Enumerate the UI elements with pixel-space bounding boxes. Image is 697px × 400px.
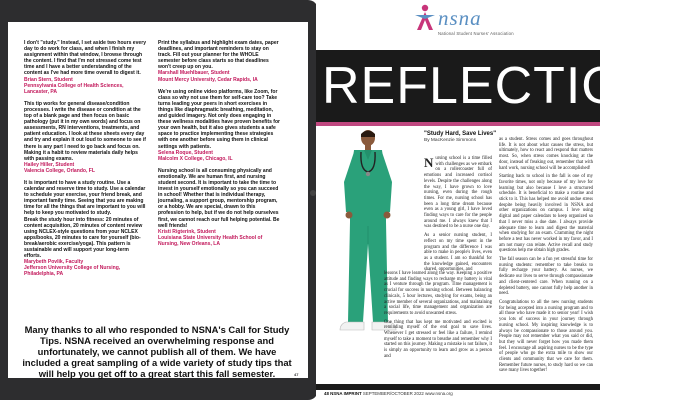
tip-entry: We're using online video platforms, like Zoom, for class so why not use them for self-care too? Take turns leading your peers in short exercises in things like diaphragmatic breathing, meditation, and guided imagery. Not only does engaging in these wellness modalities have proven benefits for your own health, but it also gives students a safe space to practice implementing these strategies with one another before using them in clinical settings with patients. Selena Roque, Student Malcolm X College, Chicago, IL: [158, 88, 281, 162]
tablet-screen: [8, 22, 308, 378]
article-paragraph: The fall season can be a fun yet stressful time for nursing students: remember to take breaks to fully recharge your battery. As nurses, we dedicate our lives to serve through compassionate and client-centered care. When running on a depleted battery, one cannot fully help another in need.: [499, 257, 593, 297]
article-title: "Study Hard, Save Lives": [424, 131, 497, 137]
tips-intro-heading: Many thanks to all who responded to NSNA's Call for Study Tips. NSNA received an overwhelming response and unfortunately, we cannot publish all of them. We have included a great sampling of a wide variety of study tips that will help you get off to a great start this fall semester.: [22, 324, 292, 379]
tip-signature: Marybeth Povlik, Faculty Jefferson University College of Nursing, Philadelphia, PA: [24, 259, 121, 278]
page-footer: [316, 384, 600, 400]
banner-title: REFLECTIONS: [322, 57, 697, 115]
footer-bar: [316, 384, 600, 390]
article-paragraph: Starting back to school in the fall is one of my favorite times, not only because of my love for learning but also because I love a structured schedule. It is beneficial to make a routine and stick to it. This has helped me avoid undue stress despite being heavily involved in NSNA and other organizations on campus. I love using digital and paper calendars to keep organized so that I never miss a due date. I always provide adequate time to learn and digest the material when studying for an exam. Cramming the night before a test has never worked in my favor, and I am not many can relate. Active recall and study questions help me obtain high grades.: [499, 174, 593, 254]
article-paragraph: Nursing school is a time filled with challenges as we embark on a rollercoaster full of emotions and increased cortisol levels. Despite the challenges along the way, I have grown to love nursing, even during the rough times. For me, nursing school has been a long time dream because even as a young girl, I have loved finding ways to care for the people around me. I always knew that I was destined to be a nurse one day.: [424, 155, 492, 230]
tip-signature: Kristi Rigterink, Student Louisiana State University Health School of Nursing, New Orleans, LA: [158, 228, 263, 247]
tip-signature: Selena Roque, Student Malcolm X College, Chicago, IL: [158, 149, 233, 162]
footer-page-number: 48: [324, 391, 329, 396]
tip-signature: Brian Stern, Student Pennsylvania College of Health Sciences, Lancaster, PA: [24, 76, 124, 95]
footer-issue: SEPTEMBER/OCTOBER 2022: [362, 391, 424, 396]
article-paragraph: Congratulations to all the new nursing students for being accepted into a nursing program and to all those who have made it to senior year! I wish you lots of success in your journey through nursing school. My inspiring knowledge is to always be compassionate to those around you. People may not remember what you said or did, but they will never forget how you made them feel. I encourage all aspiring nurses to be the type of people who go the extra mile to show our clients and community that we care for them. Remember future nurses, to study hard so we can save many lives together!: [499, 299, 593, 374]
footer-text: [324, 391, 453, 396]
tablet-frame: [0, 0, 318, 400]
tips-column-right: [158, 40, 280, 253]
article-column-1-continued: [384, 271, 492, 363]
tip-entry: Print the syllabus and highlight exam dates, paper deadlines, and important reminders to stay on track. Fill out your planner for the WHOLE semester before class starts so that deadlines won't creep up on you. Marshall Muehlbauer, Student Mount Mercy University, Cedar Rapids, IA: [158, 40, 279, 83]
tip-entry: It is important to have a study routine. Use a calendar and reserve time to study. Use a calendar to schedule your exercise, your friend break, and important family time. Seeing that you are making time for all the things that are important to you will help to keep you motivated to study. Break the study hour into fitness: 20 minutes of content acquisition, 20 minutes of content review using NCLEX-style questions from your NCLEX apps/books, 20 minutes to care for yourself (bio-break/aerobic exercise/yoga). This pattern is sustainable and will support your long-term efforts. Marybeth Povlik, Faculty Jefferson University College of Nursing, Philadelphia, PA: [24, 179, 146, 278]
tip-entry: I don't "study." Instead, I set aside two hours every day to do work for class, and when I finish my assignment within that window, I browse through the content. I find that I'm not stressed come test time and I have a better understanding of the content as I've had more time overall to digest it. Brian Stern, Student Pennsylvania College of Health Sciences, Lancaster, PA: [24, 40, 146, 95]
tip-entry: This tip works for general disease/condition processes. I write the disease or condition at the top of a blank page and then focus on basic pathology (put it in my own words) and focus on assessments, RN interventions, treatments, and patient education. I look at these sheets every day and try and explain it out loud to someone to see if there is any part I need to go back and focus on. Making it a habit to review materials daily helps with passing exams. Hailey Hiller, Student Valencia College, Orlando, FL: [24, 100, 146, 174]
tips-column-left: [24, 40, 146, 283]
article-paragraph: One thing that has kept me motivated and excited is reminding myself of the end goal to save lives. Whenever I get stressed or feel like a failure, I remind myself to take a moment to breathe and remember why I started on this journey. Making a mistake is not failure, it is simply an opportunity to learn and grow as a person and: [384, 319, 492, 359]
page-number: 47: [294, 372, 299, 377]
magazine-page: [316, 0, 697, 400]
footer-magazine: NSNA IMPRINT: [330, 391, 362, 396]
article-column-2: [499, 137, 593, 377]
brand-subtitle: National Student Nurses' Association: [438, 31, 514, 36]
nsna-logo-icon: [413, 3, 437, 31]
article-column-1: [424, 156, 492, 276]
article-byline: By MacKenzie Simmons: [424, 138, 476, 143]
tip-signature: Hailey Hiller, Student Valencia College, Orlando, FL: [24, 161, 95, 174]
tip-entry: Nursing school is all consuming physically and emotionally. We are human first, and nursing student second. It is important to take the time to invest in yourself emotionally so you can succeed in school! Whether that is individual therapy, journaling, a support group, mentorship program, or a hobby. We are special, drawn to this profession to help, but if we do not help ourselves first, we cannot reach our full helping potential. Be well friends! Kristi Rigterink, Student Louisiana State University Health School of Nursing, New Orleans, LA: [158, 167, 280, 247]
tip-signature: Marshall Muehlbauer, Student Mount Mercy University, Cedar Rapids, IA: [158, 70, 258, 83]
drop-cap: N: [424, 155, 434, 170]
article-paragraph: As a senior nursing student, I reflect on my time spent in the program and the difference I was able to make in people's lives, even as a student. I am so thankful for the knowledge gained, encounters shared, opportunities, and: [424, 233, 492, 273]
article-paragraph: lessons I have learned along the way. Keeping a positive attitude and finding ways to recharge my battery is vital as I venture through the program. Time management is crucial for success in nursing school. Between balancing clinicals, 5 hour lectures, studying for exams, being an active member of several organizations, and maintaining a social life, time management and organization are requirements to avoid unwanted stress.: [384, 271, 492, 316]
footer-site: www.nsna.org: [425, 391, 453, 396]
brand-name: nsna: [438, 6, 482, 30]
article-paragraph: as a student. Stress comes and goes throughout life. It is not about what causes the stress, but ultimately, how to react and respond that matters most. So, when stress comes knocking at the door, instead of freaking out, remember that with hard work, nursing school will be accomplished!: [499, 137, 593, 171]
reflections-banner: [316, 50, 697, 122]
